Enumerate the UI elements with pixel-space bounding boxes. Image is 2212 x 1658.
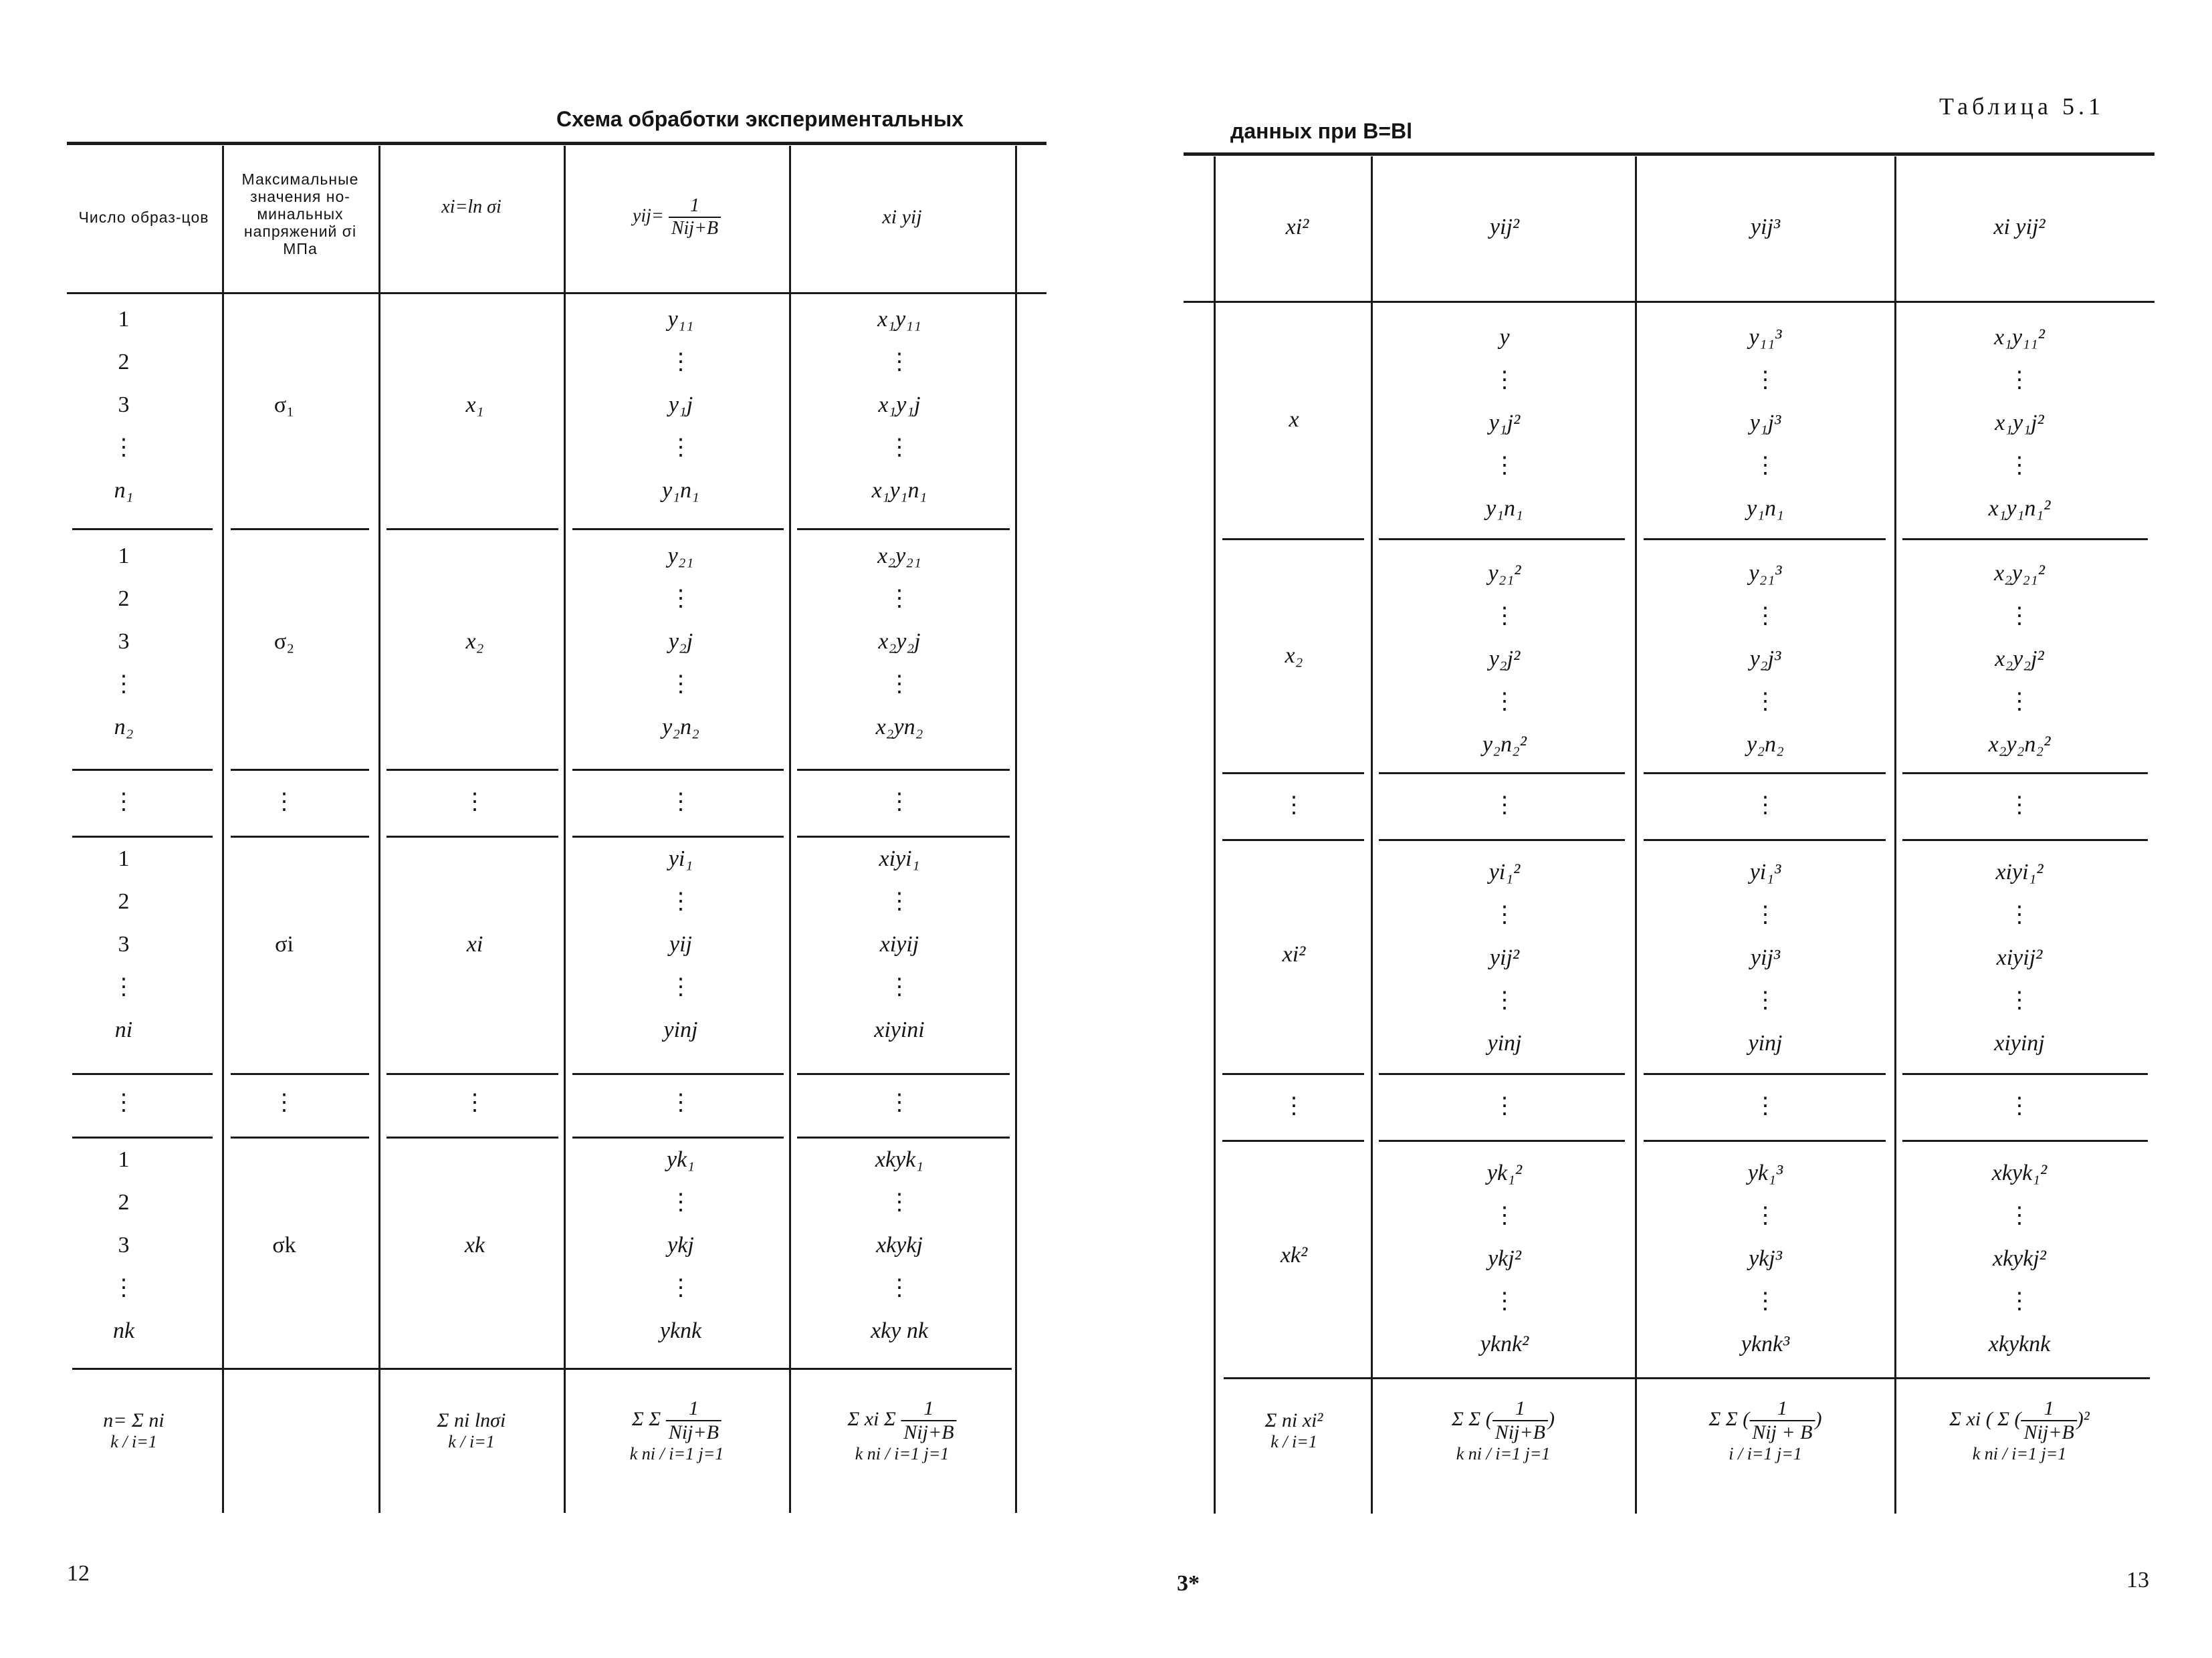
sum-x2 [1265,1409,1323,1452]
y2-value: y₂n₂² [1482,732,1527,757]
xy2-value: ⋮ [2008,368,2031,392]
y-value: yk₁ [666,1147,695,1172]
y-value: yknk [659,1318,702,1343]
sum-count-limits: k / i=1 [110,1432,157,1451]
xy-value: x₁y₁j [878,392,921,417]
row-separator [797,1137,1010,1139]
left-col-divider [564,146,566,1513]
x-value: xk [464,1233,485,1258]
left-col-divider [1015,146,1017,1513]
row-index: 1 [118,1147,130,1172]
row-separator [1644,772,1886,774]
row-separator [1644,1073,1886,1075]
row-separator [386,528,558,530]
left-header-rule [67,292,1046,294]
row-index: 3 [118,629,130,654]
y3-value: ⋮ [1754,453,1777,478]
y-value: ⋮ [669,1276,692,1300]
left-sum-rule [72,1368,1012,1370]
y-value: ⋮ [669,975,692,999]
sum-count [103,1409,164,1452]
y2-value: ⋮ [1493,689,1516,714]
xy2-value: xkyknk [1988,1332,2051,1356]
xy2-value: x₁y₁₁² [1994,325,2045,350]
ellipsis-cell: ⋮ [2008,793,2031,818]
row-separator [797,769,1010,771]
ellipsis-cell: ⋮ [112,790,135,814]
sum-xy2-limits: k ni / i=1 j=1 [1972,1444,2067,1463]
ellipsis-cell: ⋮ [273,1090,296,1115]
xy-value: xkykj [876,1233,923,1258]
y-value: yi₁ [668,846,693,871]
sum-y [630,1397,724,1464]
y3-value: ⋮ [1754,368,1777,392]
sum-y-expr: Σ Σ [632,1407,661,1430]
left-col-divider [789,146,791,1513]
row-index: ⋮ [112,672,135,697]
row-separator [1379,1073,1625,1075]
xy-value: x₂y₂₁ [877,544,921,568]
right-col-divider [1894,156,1896,1514]
xy2-value: x₁y₁j² [1995,410,2044,435]
ellipsis-cell: ⋮ [888,1090,911,1115]
row-separator [1902,772,2148,774]
ellipsis-cell: ⋮ [1754,793,1777,818]
xy2-value: ⋮ [2008,604,2031,628]
row-separator [1902,1140,2148,1142]
y3-value: y₁n₁ [1747,496,1784,521]
row-separator [572,528,784,530]
y2-value: ⋮ [1493,1289,1516,1314]
y2-value: yinj [1487,1031,1522,1056]
xy2-value: x₂y₂n₂² [1988,732,2051,757]
row-index: ⋮ [112,1276,135,1300]
xy-value: xiyij [879,932,919,957]
row-separator [1222,839,1364,841]
y2-value: y₁j² [1488,410,1521,435]
row-separator [797,1073,1010,1075]
right-sum-rule [1224,1377,2150,1379]
row-index: 3 [118,932,130,957]
sum-xy-limits: k ni / i=1 j=1 [855,1444,950,1463]
right-page-table-label: Таблица 5.1 [1939,93,2104,120]
row-index: 1 [118,544,130,568]
y3-value: ⋮ [1754,1203,1777,1228]
row-separator [231,528,369,530]
xy-value: ⋮ [888,435,911,460]
ellipsis-cell: ⋮ [1493,793,1516,818]
row-separator [572,1073,784,1075]
row-separator [72,836,213,838]
header-y-lhs: yij= [632,205,664,227]
sum-x2-limits: k / i=1 [1270,1432,1317,1451]
y3-value: y₁j³ [1749,410,1781,435]
xy-value: ⋮ [888,1276,911,1300]
y3-value: ⋮ [1754,903,1777,927]
xy2-value: xiyi₁² [1995,860,2043,884]
xy2-value: xkyk₁² [1991,1161,2048,1185]
row-separator [231,1137,369,1139]
xy2-value: ⋮ [2008,1203,2031,1228]
row-separator [1902,1073,2148,1075]
row-separator [1222,772,1364,774]
row-separator [1644,839,1886,841]
row-separator [1902,538,2148,540]
header-y-den: Nij+B [671,218,719,239]
y3-value: yknk³ [1741,1332,1790,1356]
header-y [633,195,721,239]
row-separator [386,769,558,771]
sum-xy-num: 1 [901,1397,956,1421]
y-value: y₁₁ [667,307,694,332]
x-value: xi [466,932,483,957]
xy2-value: x₂y₂j² [1995,646,2044,671]
sum-y-num: 1 [666,1397,722,1421]
row-separator [72,1073,213,1075]
row-separator [1379,772,1625,774]
header-xy: xi yij [882,206,922,228]
xy-value: ⋮ [888,975,911,999]
y3-value: yi₁³ [1749,860,1781,884]
row-separator [1379,839,1625,841]
sum-xy-den: Nij+B [903,1421,954,1443]
sum-x-limits: k / i=1 [448,1432,495,1451]
ellipsis-cell: ⋮ [1283,1094,1305,1118]
ellipsis-cell: ⋮ [1283,793,1305,818]
right-col-divider [1635,156,1637,1514]
y3-value: y₂n₂ [1747,732,1784,757]
y3-value: yk₁³ [1747,1161,1783,1185]
xy-value: x₂yn₂ [875,715,923,739]
sum-xy-expr: Σ xi Σ [847,1407,896,1430]
sum-x2-expr: Σ ni xi² [1264,1409,1323,1431]
ellipsis-cell: ⋮ [669,1090,692,1115]
row-separator [72,769,213,771]
y3-value: yinj [1748,1031,1783,1056]
left-page-title: Схема обработки экспериментальных [556,107,964,131]
y-value: y₁n₁ [662,478,699,503]
sum-xy2: Σ xi ( Σ ( $\frac{1}{\text{Nij+B}}$ )² k ni / i=1 j=1 [1949,1397,2090,1463]
sum-y2-num: 1 [1492,1397,1548,1421]
row-index: 3 [118,392,130,417]
row-separator [72,528,213,530]
x-value: x₁ [465,392,484,417]
ellipsis-cell: ⋮ [463,790,486,814]
ellipsis-cell: ⋮ [2008,1094,2031,1118]
sum-xy [847,1397,956,1464]
sum-count-expr: n= Σ ni [103,1409,164,1431]
row-separator [1644,1140,1886,1142]
row-separator [572,1137,784,1139]
y-value: ⋮ [669,435,692,460]
y2-value: yk₁² [1486,1161,1523,1185]
row-separator [386,1137,558,1139]
y2-value: yknk² [1480,1332,1529,1356]
sum-y2-expr: Σ Σ [1452,1407,1481,1430]
sum-y3-expr: Σ Σ [1708,1407,1738,1430]
xy-value: x₁y₁₁ [877,307,921,332]
ellipsis-cell: ⋮ [273,790,296,814]
row-separator [572,769,784,771]
ellipsis-cell: ⋮ [463,1090,486,1115]
y3-value: ⋮ [1754,1289,1777,1314]
row-separator [1379,538,1625,540]
left-page-number: 12 [67,1561,90,1586]
sum-xy2-expr: Σ xi ( Σ [1949,1407,2010,1430]
left-col-divider [222,146,224,1513]
y2-value: y₂₁² [1488,561,1521,586]
y-value: ⋮ [669,1190,692,1215]
xy-value: ⋮ [888,350,911,374]
xy2-value: ⋮ [2008,1289,2031,1314]
row-index: n₂ [114,715,134,739]
xy2-value: ⋮ [2008,988,2031,1013]
sum-x-expr: Σ ni lnσi [437,1409,506,1431]
row-index: 2 [118,889,130,914]
xy2-value: x₁y₁n₁² [1988,496,2051,521]
y-value: y₂₁ [667,544,694,568]
sum-xy2-den: Nij+B [2023,1421,2074,1443]
y-value: ⋮ [669,350,692,374]
y2-value: ⋮ [1493,988,1516,1013]
sum-y3: Σ Σ ( $\frac{1}{\text{Nij + B}}$ ) i / i=1 j=1 [1708,1397,1822,1463]
row-index: 2 [118,350,130,374]
y2-value: ykj² [1488,1246,1521,1271]
row-separator [231,769,369,771]
xy-value: ⋮ [888,1190,911,1215]
row-separator [797,836,1010,838]
x2-value: x₂ [1285,643,1303,668]
y3-value: ⋮ [1754,604,1777,628]
row-index: 2 [118,586,130,611]
row-separator [1902,839,2148,841]
y2-value: yij² [1489,945,1520,970]
header-y3: yij³ [1750,215,1781,239]
left-top-rule [67,142,1046,145]
right-page-title: данных при B=Bl [1230,119,1413,143]
y3-value: yij³ [1750,945,1781,970]
y3-value: ykj³ [1749,1246,1782,1271]
y-value: ykj [667,1233,694,1258]
y-value: yij [669,932,692,957]
row-separator [386,1073,558,1075]
x2-value: xk² [1280,1243,1308,1268]
y2-value: y₁n₁ [1486,496,1523,521]
right-header-rule [1184,301,2154,303]
y3-value: ⋮ [1754,689,1777,714]
header-stress: Максимальные значения но-минальных напряжений σi МПа [241,170,359,257]
ellipsis-cell: ⋮ [669,790,692,814]
right-col-divider [1214,156,1216,1514]
right-top-rule [1184,152,2154,156]
x2-value: xi² [1282,942,1306,967]
xy2-value: ⋮ [2008,689,2031,714]
sum-y2-den: Nij+B [1495,1421,1545,1443]
sum-y2: Σ Σ ( $\frac{1}{\text{Nij+B}}$ ) k ni / i=1 j=1 [1452,1397,1555,1463]
row-index: ni [114,1018,133,1042]
sum-y-limits: k ni / i=1 j=1 [629,1444,724,1463]
xy2-value: ⋮ [2008,903,2031,927]
xy-value: xky nk [871,1318,928,1343]
y-value: yinj [663,1018,698,1042]
sum-xy2-power: )² [2076,1407,2090,1430]
row-separator [231,1073,369,1075]
xy2-value: xiyij² [1996,945,2043,970]
right-page-number: 13 [2126,1568,2149,1592]
ellipsis-cell: ⋮ [1493,1094,1516,1118]
row-separator [1644,538,1886,540]
stress-value: σ₁ [273,392,295,417]
stress-value: σ₂ [273,629,295,654]
row-separator [1379,1140,1625,1142]
header-sample-count: Число образ-цов [78,209,209,226]
y2-value: ⋮ [1493,1203,1516,1228]
x2-value: x [1289,407,1299,432]
header-xy2: xi yij² [1993,215,2045,239]
sum-y3-num: 1 [1749,1397,1815,1421]
row-separator [1222,1073,1364,1075]
row-index: 1 [118,846,130,871]
ellipsis-cell: ⋮ [1754,1094,1777,1118]
row-index: nk [112,1318,135,1343]
sum-y-den: Nij+B [668,1421,719,1443]
xy2-value: xiyinj [1994,1031,2045,1056]
y-value: y₂j [668,629,693,654]
xy-value: xkyk₁ [875,1147,924,1172]
sum-x [437,1409,506,1452]
left-col-divider [378,146,380,1513]
xy-value: xiyini [874,1018,925,1042]
row-index: 1 [118,307,130,332]
y2-value: ⋮ [1493,453,1516,478]
y-value: ⋮ [669,672,692,697]
sum-y3-den: Nij + B [1752,1421,1813,1443]
row-separator [72,1137,213,1139]
row-separator [386,836,558,838]
row-separator [1222,1140,1364,1142]
x-value: x₂ [465,629,484,654]
row-index: n₁ [114,478,134,503]
sum-xy2-num: 1 [2021,1397,2077,1421]
xy-value: x₁y₁n₁ [871,478,927,503]
stress-value: σi [275,932,294,957]
y3-value: y₂j³ [1749,646,1781,671]
right-col-divider [1371,156,1373,1514]
xy2-value: xkykj² [1992,1246,2047,1271]
row-index: 3 [118,1233,130,1258]
y3-value: y₂₁³ [1749,561,1782,586]
y-value: y₁j [668,392,693,417]
row-separator [572,836,784,838]
ellipsis-cell: ⋮ [112,1090,135,1115]
xy2-value: x₂y₂₁² [1994,561,2045,586]
y-value: ⋮ [669,586,692,611]
header-x2: xi² [1285,215,1309,239]
xy-value: xiyi₁ [879,846,920,871]
header-y-num: 1 [669,195,721,218]
row-separator [231,836,369,838]
y2-value: ⋮ [1493,604,1516,628]
stress-value: σk [272,1233,296,1258]
header-x: xi=ln σi [441,197,502,217]
xy-value: ⋮ [888,586,911,611]
xy2-value: ⋮ [2008,453,2031,478]
y2-value: ⋮ [1493,368,1516,392]
y3-value: y₁₁³ [1749,325,1782,350]
signature-mark: 3* [1177,1571,1200,1596]
xy-value: ⋮ [888,672,911,697]
header-y2: yij² [1489,215,1520,239]
row-index: 2 [118,1190,130,1215]
sum-y3-limits: i / i=1 j=1 [1729,1444,1802,1463]
sum-y2-limits: k ni / i=1 j=1 [1456,1444,1551,1463]
ellipsis-cell: ⋮ [888,790,911,814]
y2-value: ⋮ [1493,903,1516,927]
row-index: ⋮ [112,435,135,460]
row-separator [797,528,1010,530]
y2-value: y [1499,325,1510,350]
y3-value: ⋮ [1754,988,1777,1013]
row-index: ⋮ [112,975,135,999]
xy-value: x₂y₂j [878,629,921,654]
y2-value: y₂j² [1488,646,1521,671]
row-separator [1222,538,1364,540]
y-value: ⋮ [669,889,692,914]
xy-value: ⋮ [888,889,911,914]
y2-value: yi₁² [1488,860,1521,884]
y-value: y₂n₂ [662,715,699,739]
